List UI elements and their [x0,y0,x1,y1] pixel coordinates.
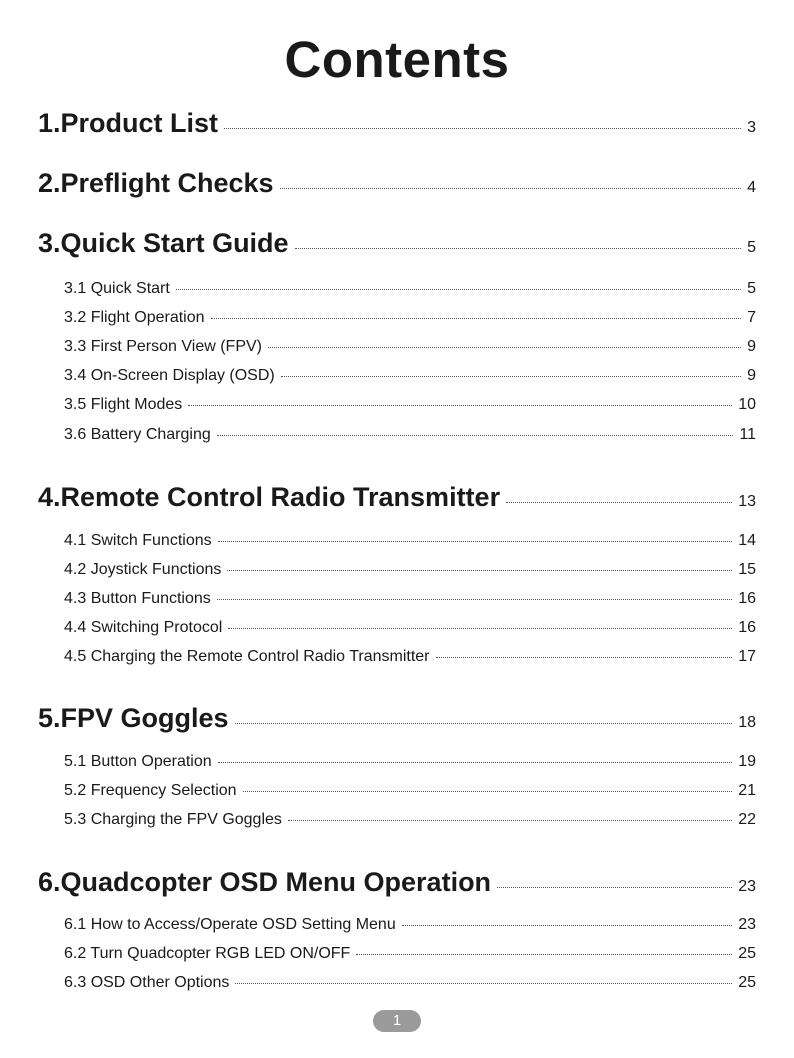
dot-leader [243,791,733,792]
toc-entry-label: 3.6 Battery Charging [64,426,211,443]
toc-entry-page-number: 10 [738,396,756,413]
toc-entry-page-number: 19 [738,753,756,770]
toc-entry-page-number: 16 [738,619,756,636]
toc-entry-page-number: 15 [738,561,756,578]
toc-entry-label: 5.1 Button Operation [64,753,212,770]
dot-leader [506,502,732,503]
toc-entry-page-number: 3 [747,119,756,136]
toc-entry-page-number: 5 [747,239,756,256]
toc-section-entry [64,280,756,304]
dot-leader [217,435,734,436]
dot-leader [356,954,732,955]
dot-leader [228,628,732,629]
toc-entry-label: 3.4 On-Screen Display (OSD) [64,367,275,384]
toc-entry-label: 3.Quick Start Guide [38,228,289,258]
dot-leader [280,188,742,189]
toc-entry-label: 2.Preflight Checks [38,168,274,198]
toc-chapter-entry [38,108,756,144]
toc-entry-label: 6.2 Turn Quadcopter RGB LED ON/OFF [64,945,351,962]
dot-leader [224,128,741,129]
toc-entry-label: 5.2 Frequency Selection [64,782,237,799]
toc-section-entry [64,916,756,940]
toc-entry-page-number: 22 [738,811,756,828]
toc-entry-label: 6.3 OSD Other Options [64,974,230,991]
toc-section-entry [64,811,756,835]
toc-section-entry [64,338,756,362]
toc-chapter-entry [38,168,756,204]
dot-leader [218,762,733,763]
toc-entry-label: 6.Quadcopter OSD Menu Operation [38,867,492,897]
toc-section-entry [64,945,756,969]
toc-entry-label: 4.Remote Control Radio Transmitter [38,482,501,512]
toc-entry-page-number: 25 [738,945,756,962]
toc-section-entry [64,590,756,614]
toc-entry-page-number: 9 [747,367,756,384]
toc-section-entry [64,782,756,806]
toc-entry-page-number: 16 [738,590,756,607]
toc-section-entry [64,532,756,556]
toc-section-entry [64,974,756,998]
dot-leader [268,347,741,348]
toc-entry-label: 1.Product List [38,108,219,138]
dot-leader [295,248,742,249]
toc-entry-page-number: 11 [739,426,756,443]
toc-entry-page-number: 18 [738,714,756,731]
toc-entry-page-number: 23 [738,916,756,933]
toc-entry-page-number: 21 [738,782,756,799]
toc-section-entry [64,396,756,420]
toc-entry-label: 4.5 Charging the Remote Control Radio Transmitter [64,648,430,665]
dot-leader [281,376,741,377]
toc-entry-label: 5.FPV Goggles [38,703,229,733]
page-title: Contents [284,31,510,88]
toc-chapter-entry [38,703,756,739]
toc-entry-page-number: 25 [738,974,756,991]
toc-entry-label: 3.3 First Person View (FPV) [64,338,262,355]
dot-leader [218,541,733,542]
dot-leader [188,405,732,406]
page-number-badge: 1 [373,1010,421,1032]
toc-entry-page-number: 9 [747,338,756,355]
toc-section-entry [64,561,756,585]
toc-entry-label: 5.3 Charging the FPV Goggles [64,811,282,828]
toc-entry-label: 4.3 Button Functions [64,590,211,607]
toc-entry-label: 3.1 Quick Start [64,280,170,297]
toc-entry-label: 3.5 Flight Modes [64,396,183,413]
toc-section-entry [64,426,756,450]
toc-entry-page-number: 4 [747,179,756,196]
dot-leader [176,289,741,290]
toc-entry-page-number: 7 [747,309,756,326]
toc-entry-page-number: 17 [738,648,756,665]
toc-section-entry [64,309,756,333]
dot-leader [436,657,733,658]
dot-leader [227,570,732,571]
toc-entry-page-number: 14 [738,532,756,549]
toc-entry-page-number: 13 [738,493,756,510]
dot-leader [235,723,733,724]
dot-leader [211,318,742,319]
toc-entry-page-number: 23 [738,878,756,895]
toc-entry-label: 4.2 Joystick Functions [64,561,222,578]
dot-leader [217,599,732,600]
dot-leader [235,983,732,984]
dot-leader [497,887,732,888]
toc-section-entry [64,619,756,643]
toc-entry-label: 6.1 How to Access/Operate OSD Setting Menu [64,916,396,933]
toc-entry-label: 3.2 Flight Operation [64,309,205,326]
toc-entry-label: 4.1 Switch Functions [64,532,212,549]
toc-chapter-entry [38,482,756,518]
dot-leader [288,820,732,821]
toc-chapter-entry [38,867,756,903]
dot-leader [402,925,732,926]
toc-entry-page-number: 5 [747,280,756,297]
toc-section-entry [64,753,756,777]
toc-chapter-entry [38,228,756,264]
toc-entry-label: 4.4 Switching Protocol [64,619,223,636]
toc-section-entry [64,648,756,672]
toc-section-entry [64,367,756,391]
